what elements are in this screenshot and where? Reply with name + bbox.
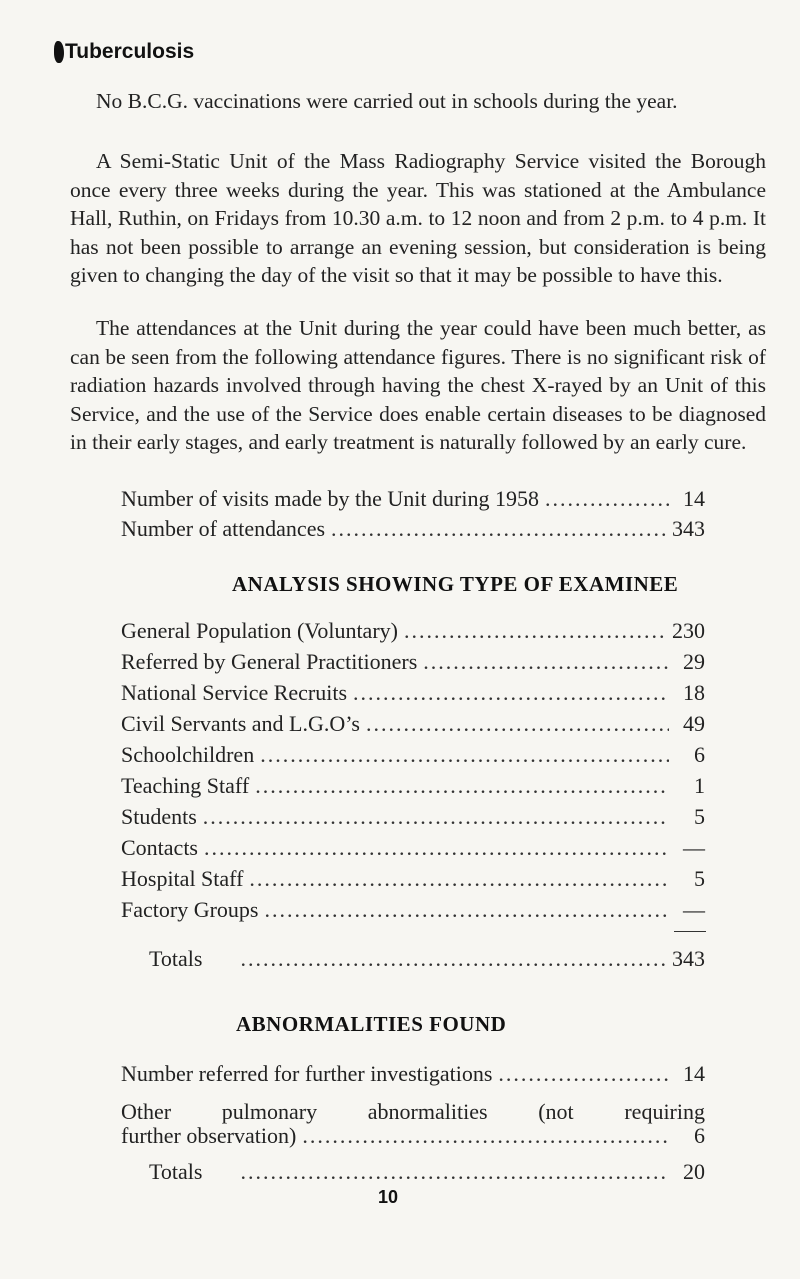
- analysis-row: [121, 679, 705, 707]
- analysis-row: [121, 772, 705, 800]
- analysis-row: [121, 741, 705, 769]
- row-label: Hospital Staff: [121, 866, 244, 891]
- row-value: 5: [694, 866, 705, 891]
- analysis-row: [121, 865, 705, 893]
- total-label: Totals: [149, 1159, 203, 1184]
- leader-dots: [260, 741, 669, 769]
- row-label: Students: [121, 804, 197, 829]
- row-value: 49: [683, 711, 705, 736]
- analysis-title: ANALYSIS SHOWING TYPE OF EXAMINEE: [232, 572, 679, 596]
- row-value: 6: [694, 1123, 705, 1148]
- abnormalities-title: ABNORMALITIES FOUND: [236, 1012, 507, 1036]
- row-value: 230: [672, 618, 705, 643]
- row-label: Factory Groups: [121, 897, 259, 922]
- total-value: 20: [683, 1159, 705, 1184]
- abnormalities-total-row: [149, 1158, 705, 1186]
- abnormality-other-row-line2: [121, 1122, 705, 1150]
- row-value: 5: [694, 804, 705, 829]
- row-label: Civil Servants and L.G.O’s: [121, 711, 360, 736]
- row-value: 14: [683, 1061, 705, 1086]
- row-label: Contacts: [121, 835, 198, 860]
- leader-dots: [203, 803, 669, 831]
- row-label: Teaching Staff: [121, 773, 250, 798]
- leader-dots: [264, 896, 669, 924]
- analysis-row: [121, 617, 705, 645]
- row-label: Number referred for further investigations: [121, 1061, 493, 1086]
- row-label: Referred by General Practitioners: [121, 649, 418, 674]
- row-label: Number of visits made by the Unit during 1958: [121, 486, 539, 511]
- paragraph-attendances: The attendances at the Unit during the year could have been much better, as can be seen from the following attendance figures. There is no significant risk of radiation hazards involved through having the chest X-rayed by an Unit of this Service, and the use of the Service does enable certain diseases to be diagnosed in their early stages, and early treatment is naturally followed by an early cure.: [70, 316, 766, 454]
- leader-dots: [331, 515, 666, 543]
- page-number: 10: [378, 1187, 399, 1207]
- row-value: 6: [694, 742, 705, 767]
- row-label: National Service Recruits: [121, 680, 348, 705]
- leader-dots: [498, 1060, 669, 1088]
- ink-blot-icon: [54, 41, 64, 63]
- leader-dots: [353, 679, 669, 707]
- row-label-line2: further observation): [121, 1123, 297, 1148]
- paragraph-mass-radiography: A Semi-Static Unit of the Mass Radiography Service visited the Borough once every three weeks during the year. This was stationed at the Ambulance Hall, Ruthin, on Fridays from 10.30 a.m. to 12 noon and from 2 p.m. to 4 p.m. It has not been possible to arrange an evening session, but consideration is being given to changing the day of the visit so that it may be possible to have this.: [70, 149, 766, 287]
- row-label: Number of attendances: [121, 516, 326, 541]
- analysis-row: [121, 896, 705, 924]
- leader-dots: [240, 945, 666, 973]
- total-rule: [674, 931, 706, 932]
- row-value: 29: [683, 649, 705, 674]
- leader-dots: [423, 648, 669, 676]
- leader-dots: [545, 485, 669, 513]
- leader-dots: [249, 865, 669, 893]
- leader-dots: [302, 1122, 669, 1150]
- row-value: 18: [683, 680, 705, 705]
- row-value: 343: [672, 516, 705, 541]
- paragraph-bcg: No B.C.G. vaccinations were carried out in schools during the year.: [96, 89, 678, 113]
- section-heading: [54, 40, 194, 64]
- row-value: 14: [683, 486, 705, 511]
- row-value: —: [683, 835, 705, 860]
- analysis-total-row: [149, 945, 705, 973]
- abnormality-referred-row: [121, 1060, 705, 1088]
- total-value: 343: [672, 946, 705, 971]
- analysis-row: [121, 710, 705, 738]
- row-value: 1: [694, 773, 705, 798]
- total-label: Totals: [149, 946, 203, 971]
- analysis-row: [121, 803, 705, 831]
- row-label: Schoolchildren: [121, 742, 255, 767]
- summary-row-attendances: [121, 515, 705, 543]
- analysis-row: [121, 834, 705, 862]
- row-label-line1: Other pulmonary abnormalities (not requiring: [121, 1099, 705, 1124]
- heading-text: Tuberculosis: [65, 40, 195, 63]
- row-value: —: [683, 897, 705, 922]
- leader-dots: [204, 834, 669, 862]
- leader-dots: [404, 617, 666, 645]
- row-label: General Population (Voluntary): [121, 618, 398, 643]
- leader-dots: [366, 710, 669, 738]
- leader-dots: [255, 772, 669, 800]
- abnormality-other-row: [121, 1100, 705, 1124]
- analysis-row: [121, 648, 705, 676]
- leader-dots: [240, 1158, 669, 1186]
- summary-row-visits: [121, 485, 705, 513]
